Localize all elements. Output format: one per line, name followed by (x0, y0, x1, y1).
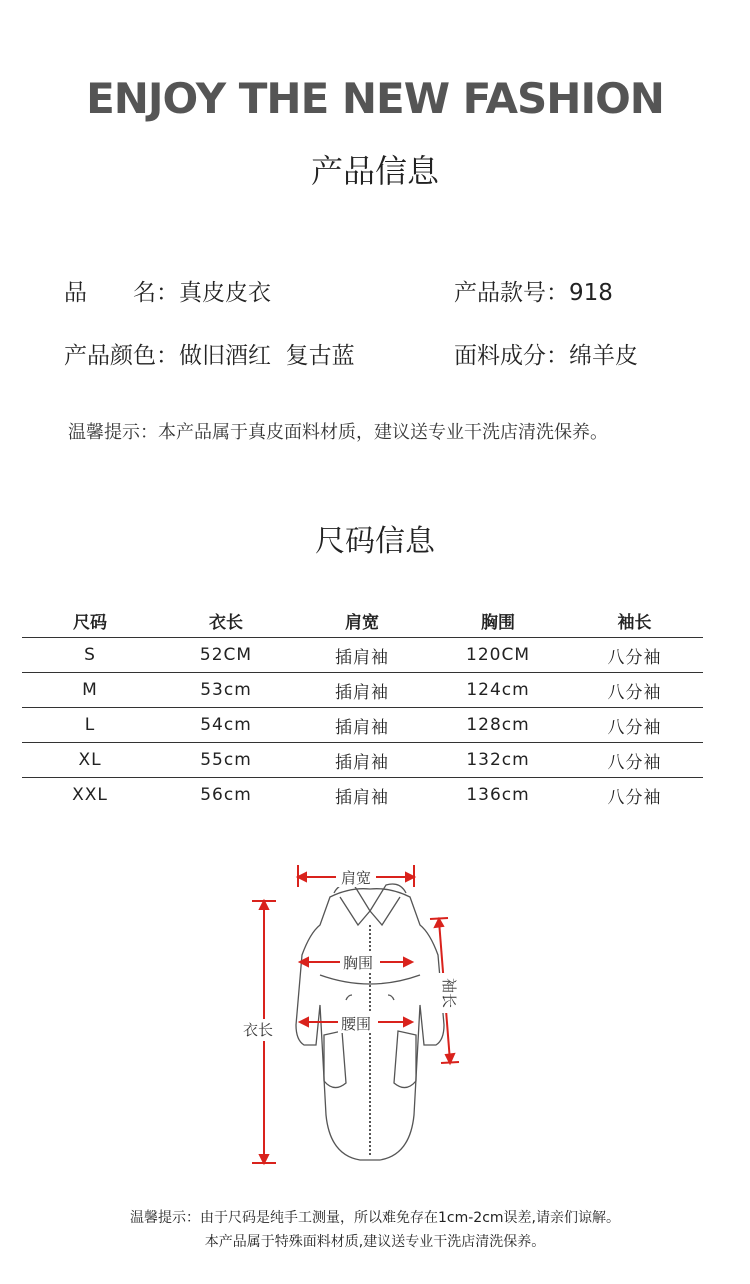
header-sleeve: 袖长 (566, 603, 703, 638)
product-name-label: 品 名： (64, 280, 179, 306)
size-info-title: 尺码信息 (315, 524, 435, 559)
product-model (454, 274, 613, 307)
table-row (22, 638, 703, 673)
product-color-value: 做旧酒红 复古蓝 (179, 343, 355, 369)
sleeve-label: 袖长 (440, 977, 458, 1009)
product-material-value: 绵羊皮 (569, 343, 638, 369)
shoulder-label: 肩宽 (340, 869, 372, 887)
waist-arrow-left-icon (300, 1018, 308, 1026)
length-arrow-bottom-icon (260, 1155, 268, 1163)
length-label: 衣长 (242, 1021, 274, 1039)
cell-chest: 120CM (430, 638, 566, 673)
cell-sleeve: 八分袖 (566, 638, 703, 673)
cell-chest: 136cm (466, 785, 530, 805)
cell-size: M (22, 673, 158, 708)
shoulder-arrow-left-icon (298, 873, 306, 881)
cell-size: S (22, 638, 158, 673)
cell-length: 53cm (158, 673, 294, 708)
waist-arrow-right-icon (404, 1018, 412, 1026)
care-tip: 温馨提示：本产品属于真皮面料材质，建议送专业干洗店清洗保养。 (68, 422, 608, 443)
cell-chest: 132cm (430, 743, 566, 778)
cell-sleeve: 八分袖 (566, 673, 703, 708)
size-table (22, 603, 703, 812)
cell-size: XXL (72, 785, 108, 805)
chest-label: 胸围 (342, 954, 374, 972)
cell-size: L (22, 708, 158, 743)
size-table-header (22, 603, 703, 638)
table-row (22, 778, 703, 813)
cell-length: 55cm (158, 743, 294, 778)
cell-length: 52CM (158, 638, 294, 673)
header-chest: 胸围 (430, 603, 566, 638)
cell-sleeve: 八分袖 (607, 787, 662, 808)
cell-chest: 124cm (430, 673, 566, 708)
sleeve-arrow-top-icon (435, 919, 443, 927)
header-size: 尺码 (22, 603, 158, 638)
cell-shoulder: 插肩袖 (294, 708, 430, 743)
chest-arrow-right-icon (404, 958, 412, 966)
header-length: 衣长 (158, 603, 294, 638)
product-material-label: 面料成分： (454, 343, 569, 369)
cell-sleeve: 八分袖 (566, 743, 703, 778)
length-arrow-top-icon (260, 901, 268, 909)
product-model-value: 918 (569, 280, 613, 306)
product-color (64, 337, 355, 370)
product-name (64, 274, 271, 307)
product-material (454, 337, 638, 370)
cell-shoulder: 插肩袖 (294, 638, 430, 673)
coat-measurement-diagram (230, 855, 510, 1175)
product-color-label: 产品颜色： (64, 343, 179, 369)
table-row (22, 743, 703, 778)
footer-note-1: 温馨提示：由于尺码是纯手工测量，所以难免存在1cm-2cm误差,请亲们谅解。 (130, 1210, 620, 1226)
cell-length: 56cm (200, 785, 252, 805)
headline: ENJOY THE NEW FASHION (86, 74, 664, 123)
header-shoulder: 肩宽 (294, 603, 430, 638)
cell-shoulder: 插肩袖 (335, 787, 389, 808)
waist-label: 腰围 (340, 1015, 372, 1033)
footer-note-2: 本产品属于特殊面料材质,建议送专业干洗店清洗保养。 (204, 1234, 546, 1250)
product-name-value: 真皮皮衣 (179, 280, 271, 306)
product-model-label: 产品款号： (454, 280, 569, 306)
table-row (22, 673, 703, 708)
product-info-title: 产品信息 (310, 152, 439, 190)
table-row (22, 708, 703, 743)
shoulder-arrow-right-icon (406, 873, 414, 881)
cell-sleeve: 八分袖 (566, 708, 703, 743)
cell-shoulder: 插肩袖 (294, 743, 430, 778)
cell-length: 54cm (158, 708, 294, 743)
cell-chest: 128cm (430, 708, 566, 743)
cell-size: XL (22, 743, 158, 778)
cell-shoulder: 插肩袖 (294, 673, 430, 708)
